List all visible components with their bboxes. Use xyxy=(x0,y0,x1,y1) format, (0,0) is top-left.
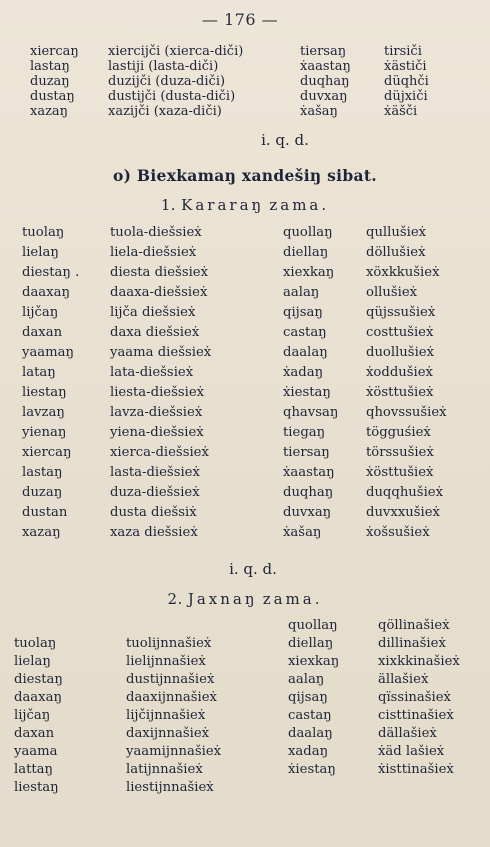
word-form: xiercijči (xierca-diči) xyxy=(108,44,244,59)
word-pair: ẋiestaŋ xyxy=(283,385,331,400)
word-form: duza-diešsieẋ xyxy=(110,485,200,500)
word-pair: duvxaŋ xyxy=(300,89,348,104)
word-base: lijčaŋ xyxy=(22,305,59,320)
word-pair-form: qöllinašieẋ xyxy=(378,618,450,633)
word-pair-form: düjxiči xyxy=(384,89,428,104)
word-pair: diellaŋ xyxy=(288,636,334,651)
word-pair-form: qhovssušieẋ xyxy=(366,405,447,420)
word-pair-form: ẋösttušieẋ xyxy=(366,385,434,400)
word-pair: aalaŋ xyxy=(288,672,325,687)
word-base: lattaŋ xyxy=(14,762,54,777)
subsection-title-word: Jaxnaŋ xyxy=(187,590,258,608)
word-form: dustijnnašieẋ xyxy=(126,672,215,687)
word-base: diestaŋ . xyxy=(22,265,80,280)
word-form: xaza diešsieẋ xyxy=(110,525,198,540)
word-form: xazijči (xaza-diči) xyxy=(108,104,222,119)
word-base: lijčaŋ xyxy=(14,708,51,723)
word-pair-form: qïssinašieẋ xyxy=(378,690,451,705)
word-pair-form: ẋäd lašieẋ xyxy=(378,744,445,759)
word-pair-form: duvxxušieẋ xyxy=(366,505,440,520)
word-form: liesta-diešsieẋ xyxy=(110,385,205,400)
subsection-title-word: zama. xyxy=(262,590,323,608)
word-pair-form: qullušieẋ xyxy=(366,225,427,240)
ibid-marker: i. q. d. xyxy=(229,560,277,578)
word-pair: xiexkaŋ xyxy=(288,654,340,669)
word-pair-form: ẋästiči xyxy=(384,59,427,74)
word-base: dustan xyxy=(22,505,68,520)
word-form: tuola-diešsieẋ xyxy=(110,225,202,240)
word-form: dusta diešsiẋ xyxy=(110,505,197,520)
word-pair-form: düqhči xyxy=(384,74,429,89)
word-pair-form: qüjssušieẋ xyxy=(366,305,436,320)
word-pair-form: dillinašieẋ xyxy=(378,636,446,651)
word-form: daaxijnnašieẋ xyxy=(126,690,217,705)
page-number: — 176 — xyxy=(201,10,279,29)
word-pair-form: costtušieẋ xyxy=(366,325,434,340)
word-pair-form: tögguśieẋ xyxy=(366,425,431,440)
word-pair-form: ollušieẋ xyxy=(366,285,418,300)
word-pair: tiersaŋ xyxy=(283,445,330,460)
word-pair-form: ẋösttušieẋ xyxy=(366,465,434,480)
word-base: lastaŋ xyxy=(22,465,63,480)
word-pair: duqhaŋ xyxy=(283,485,334,500)
word-form: liela-diešsieẋ xyxy=(110,245,197,260)
word-base: liestaŋ xyxy=(14,780,59,795)
word-pair: daalaŋ xyxy=(288,726,333,741)
subsection-title xyxy=(0,590,490,608)
subsection-title-word: zama. xyxy=(269,196,330,214)
word-base: daaxaŋ xyxy=(14,690,62,705)
section-heading: o) Biexkamaŋ xandešiŋ sibat. xyxy=(112,166,378,185)
word-form: daxa diešsieẋ xyxy=(110,325,200,340)
word-base: dustaŋ xyxy=(30,89,75,104)
word-base: lataŋ xyxy=(22,365,56,380)
word-pair-form: ẋisttinašieẋ xyxy=(378,762,454,777)
word-pair: xiexkaŋ xyxy=(283,265,335,280)
word-pair-form: döllušieẋ xyxy=(366,245,426,260)
word-pair-form: dällašieẋ xyxy=(378,726,437,741)
word-pair: ẋadaŋ xyxy=(283,365,324,380)
word-base: duzaŋ xyxy=(22,485,63,500)
word-pair: tiegaŋ xyxy=(283,425,326,440)
word-form: lavza-diešsieẋ xyxy=(110,405,203,420)
word-form: lijča diešsieẋ xyxy=(110,305,196,320)
word-base: xiercaŋ xyxy=(30,44,79,59)
word-base: daaxaŋ xyxy=(22,285,70,300)
word-base: tuolaŋ xyxy=(22,225,65,240)
word-form: lata-diešsieẋ xyxy=(110,365,194,380)
word-base: lavzaŋ xyxy=(22,405,65,420)
word-form: yaama diešsieẋ xyxy=(110,345,212,360)
word-form: tuolijnnašieẋ xyxy=(126,636,212,651)
word-base: duzaŋ xyxy=(30,74,70,89)
word-form: lastiji (lasta-diči) xyxy=(108,59,219,74)
word-pair: castaŋ xyxy=(283,325,327,340)
subsection-number: 1. xyxy=(160,196,176,214)
word-pair-form: ẋoddušieẋ xyxy=(366,365,433,380)
word-pair: aalaŋ xyxy=(283,285,320,300)
word-form: dustijči (dusta-diči) xyxy=(108,89,236,104)
word-form: daxijnnašieẋ xyxy=(126,726,210,741)
word-base: yienaŋ xyxy=(22,425,67,440)
word-form: latijnnašieẋ xyxy=(126,762,203,777)
word-form: xierca-diešsieẋ xyxy=(110,445,209,460)
word-base: xiercaŋ xyxy=(22,445,72,460)
subsection-title xyxy=(0,196,490,214)
word-form: lijčijnnašieẋ xyxy=(126,708,206,723)
word-pair: qijsaŋ xyxy=(288,690,328,705)
subsection-title-word: Kararaŋ xyxy=(181,196,265,214)
word-form: yiena-diešsieẋ xyxy=(110,425,204,440)
word-pair-form: ẋošsušieẋ xyxy=(366,525,430,540)
word-pair: ẋašaŋ xyxy=(300,104,338,119)
word-form: lielijnnašieẋ xyxy=(126,654,206,669)
word-pair-form: duqqhušieẋ xyxy=(366,485,444,500)
word-base: daxan xyxy=(22,325,63,340)
ibid-marker: i. q. d. xyxy=(261,131,309,149)
word-form: lasta-diešsieẋ xyxy=(110,465,200,480)
word-pair: ẋaastaŋ xyxy=(283,465,335,480)
word-base: tuolaŋ xyxy=(14,636,57,651)
word-base: daxan xyxy=(14,726,55,741)
word-pair: qijsaŋ xyxy=(283,305,323,320)
word-pair-form: duollušieẋ xyxy=(366,345,435,360)
word-form: daaxa-diešsieẋ xyxy=(110,285,208,300)
word-form: diesta diešsieẋ xyxy=(110,265,209,280)
word-pair: duqhaŋ xyxy=(300,74,350,89)
word-base: lastaŋ xyxy=(30,59,70,74)
word-base: xazaŋ xyxy=(30,104,69,119)
word-base: lielaŋ xyxy=(22,245,59,260)
word-base: diestaŋ xyxy=(14,672,63,687)
word-pair: ẋiestaŋ xyxy=(288,762,336,777)
word-base: yaamaŋ xyxy=(22,345,75,360)
word-form: yaamijnnašieẋ xyxy=(126,744,222,759)
word-form: liestijnnašieẋ xyxy=(126,780,214,795)
word-pair: duvxaŋ xyxy=(283,505,332,520)
word-pair-form: cisttinašieẋ xyxy=(378,708,454,723)
subsection-number: 2. xyxy=(167,590,183,608)
word-pair: qhavsaŋ xyxy=(283,405,339,420)
word-base: xazaŋ xyxy=(22,525,61,540)
word-base: liestaŋ xyxy=(22,385,67,400)
word-pair: tiersaŋ xyxy=(300,44,347,59)
word-form: duzijči (duza-diči) xyxy=(108,74,226,89)
word-pair: ẋašaŋ xyxy=(283,525,322,540)
word-pair-form: ẋäšči xyxy=(384,104,418,119)
word-pair-form: xöxkkušieẋ xyxy=(366,265,440,280)
word-pair-form: törssušieẋ xyxy=(366,445,434,460)
word-base: lielaŋ xyxy=(14,654,51,669)
word-pair: castaŋ xyxy=(288,708,332,723)
word-pair-form: ällašieẋ xyxy=(378,672,429,687)
word-pair: ẋaastaŋ xyxy=(300,59,351,74)
word-pair-form: xixkkinašieẋ xyxy=(378,654,460,669)
word-pair-form: tirsiči xyxy=(384,44,422,59)
word-pair: quollaŋ xyxy=(288,618,338,633)
word-pair: daalaŋ xyxy=(283,345,328,360)
word-base: yaama xyxy=(14,744,58,759)
word-pair: diellaŋ xyxy=(283,245,329,260)
word-pair: xadaŋ xyxy=(288,744,329,759)
word-pair: quollaŋ xyxy=(283,225,333,240)
